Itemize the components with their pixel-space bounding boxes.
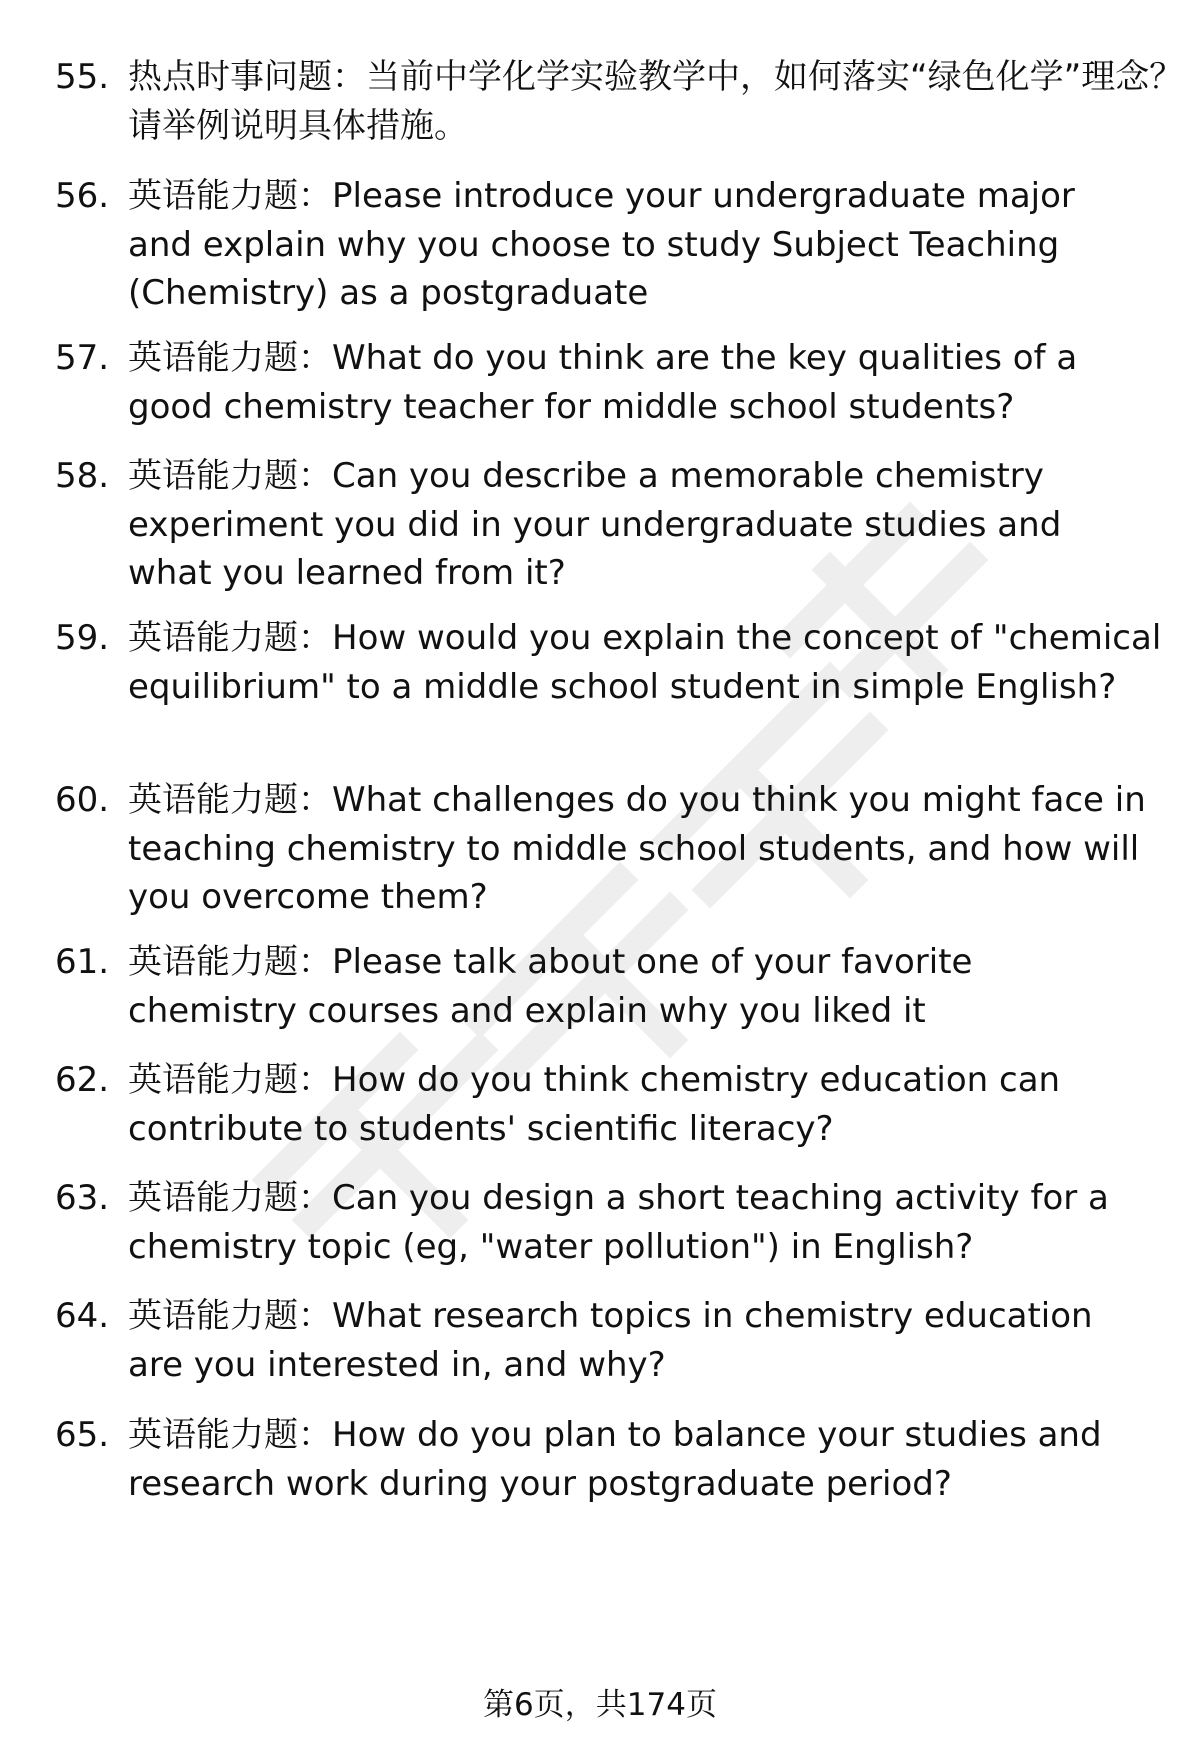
question-text: 英语能力题：Can you describe a memorable chemistry experiment you did in your undergraduate studies and what you learned from it? (128, 456, 1062, 593)
question-number: 63. (55, 1178, 110, 1218)
question-text: 热点时事问题：当前中学化学实验教学中，如何落实“绿色化学”理念？请举例说明具体措施。 (128, 57, 1184, 146)
question-number: 60. (55, 780, 110, 820)
question-number: 58. (55, 456, 110, 496)
question-number: 56. (55, 176, 110, 216)
question-number: 64. (55, 1296, 110, 1336)
page-footer: 第6页，共174页 (483, 1687, 717, 1723)
question-text: 英语能力题：What challenges do you think you might face in teaching chemistry to middle school students, and how will you overcome them? (128, 780, 1146, 917)
question-number: 65. (55, 1415, 110, 1455)
question-text: 英语能力题：How do you think chemistry education can contribute to students' scientific literacy? (128, 1060, 1061, 1149)
question-text: 英语能力题：Please talk about one of your favorite chemistry courses and explain why you liked it (128, 942, 973, 1031)
question-text: 英语能力题：What do you think are the key qualities of a good chemistry teacher for middle school students? (128, 338, 1078, 427)
question-text: 英语能力题：How would you explain the concept of "chemical equilibrium" to a middle school student in simple English? (128, 618, 1162, 707)
question-number: 55. (55, 57, 110, 97)
question-number: 62. (55, 1060, 110, 1100)
question-text: 英语能力题：Please introduce your undergraduate major and explain why you choose to study Subject Teaching (Chemistry) as a postgraduate (128, 176, 1075, 313)
question-text: 英语能力题：How do you plan to balance your studies and research work during your postgraduate period? (128, 1415, 1102, 1504)
question-number: 57. (55, 338, 110, 378)
question-number: 59. (55, 618, 110, 658)
question-number: 61. (55, 942, 110, 982)
question-text: 英语能力题：Can you design a short teaching activity for a chemistry topic (eg, "water pollution") in English? (128, 1178, 1109, 1267)
question-text: 英语能力题：What research topics in chemistry education are you interested in, and why? (128, 1296, 1093, 1385)
